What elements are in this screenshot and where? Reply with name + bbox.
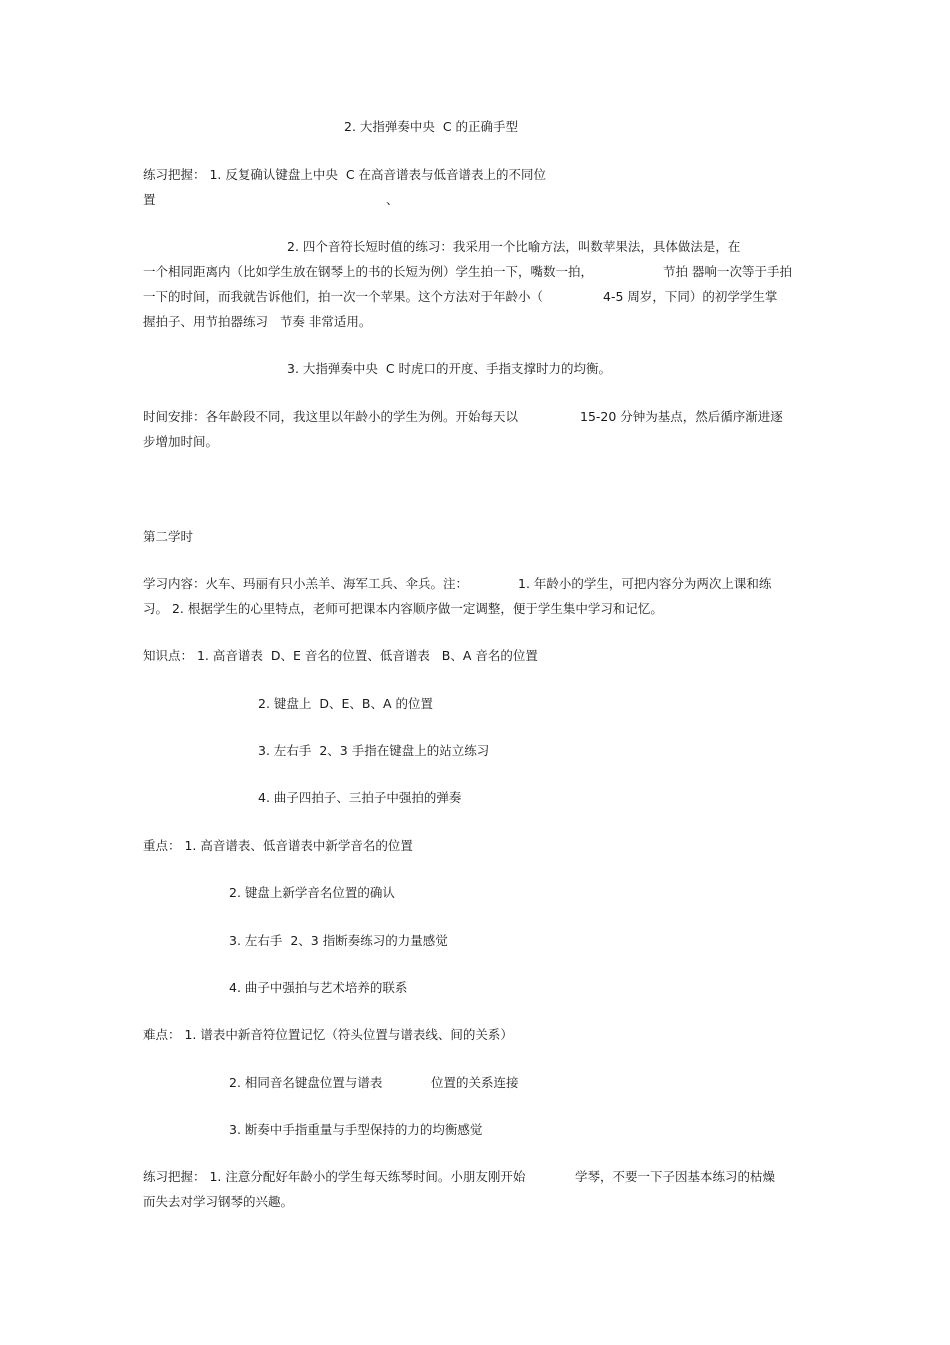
line-15: 第二学时	[143, 529, 194, 544]
line-12: 时间安排：各年龄段不同，我这里以年龄小的学生为例。开始每天以	[143, 409, 519, 424]
line-19: 知识点： 1. 高音谱表 D、E 音名的位置、低音谱表 B、A 音名的位置	[143, 648, 538, 663]
line-2: 练习把握： 1. 反复确认键盘上中央 C 在高音谱表与低音谱表上的不同位	[143, 167, 547, 182]
line-21: 3. 左右手 2、3 手指在键盘上的站立练习	[258, 743, 490, 758]
line-8: 一下的时间，而我就告诉他们，拍一次一个苹果。这个方法对于年龄小（	[143, 289, 544, 304]
line-29: 位置的关系连接	[431, 1075, 519, 1090]
line-28: 2. 相同音名键盘位置与谱表	[229, 1075, 383, 1090]
line-13: 15-20 分钟为基点，然后循序渐进逐	[580, 409, 783, 424]
line-23: 重点： 1. 高音谱表、低音谱表中新学音名的位置	[143, 838, 413, 853]
line-3: 置	[143, 192, 156, 207]
line-30: 3. 断奏中手指重量与手型保持的力的均衡感觉	[229, 1122, 483, 1137]
line-20: 2. 键盘上 D、E、B、A 的位置	[258, 696, 433, 711]
line-27: 难点： 1. 谱表中新音符位置记忆（符头位置与谱表线、间的关系）	[143, 1027, 513, 1042]
line-26: 4. 曲子中强拍与艺术培养的联系	[229, 980, 408, 995]
line-10: 握拍子、用节拍器练习 节奏 非常适用。	[143, 314, 372, 329]
line-24: 2. 键盘上新学音名位置的确认	[229, 885, 395, 900]
line-4: 、	[386, 192, 399, 207]
line-25: 3. 左右手 2、3 指断奏练习的力量感觉	[229, 933, 448, 948]
line-17: 1. 年龄小的学生，可把内容分为两次上课和练	[518, 576, 772, 591]
line-22: 4. 曲子四拍子、三拍子中强拍的弹奏	[258, 790, 462, 805]
line-18: 习。 2. 根据学生的心里特点，老师可把课本内容顺序做一定调整，便于学生集中学习和记忆。	[143, 601, 663, 616]
line-16: 学习内容：火车、玛丽有只小羔羊、海军工兵、伞兵。注：	[143, 576, 469, 591]
line-32: 学琴，不要一下子因基本练习的枯燥	[575, 1169, 776, 1184]
line-5: 2. 四个音符长短时值的练习：我采用一个比喻方法，叫数苹果法，具体做法是，在	[287, 239, 741, 254]
line-11: 3. 大指弹奏中央 C 时虎口的开度、手指支撑时力的均衡。	[287, 361, 612, 376]
line-33: 而失去对学习钢琴的兴趣。	[143, 1194, 294, 1209]
line-31: 练习把握： 1. 注意分配好年龄小的学生每天练琴时间。小朋友刚开始	[143, 1169, 526, 1184]
line-7: 节拍 器响一次等于手拍	[663, 264, 792, 279]
line-14: 步增加时间。	[143, 434, 219, 449]
line-1: 2. 大指弹奏中央 C 的正确手型	[344, 119, 519, 134]
line-9: 4-5 周岁，下同）的初学学生掌	[603, 289, 778, 304]
line-6: 一个相同距离内（比如学生放在钢琴上的书的长短为例）学生拍一下，嘴数一拍，	[143, 264, 594, 279]
